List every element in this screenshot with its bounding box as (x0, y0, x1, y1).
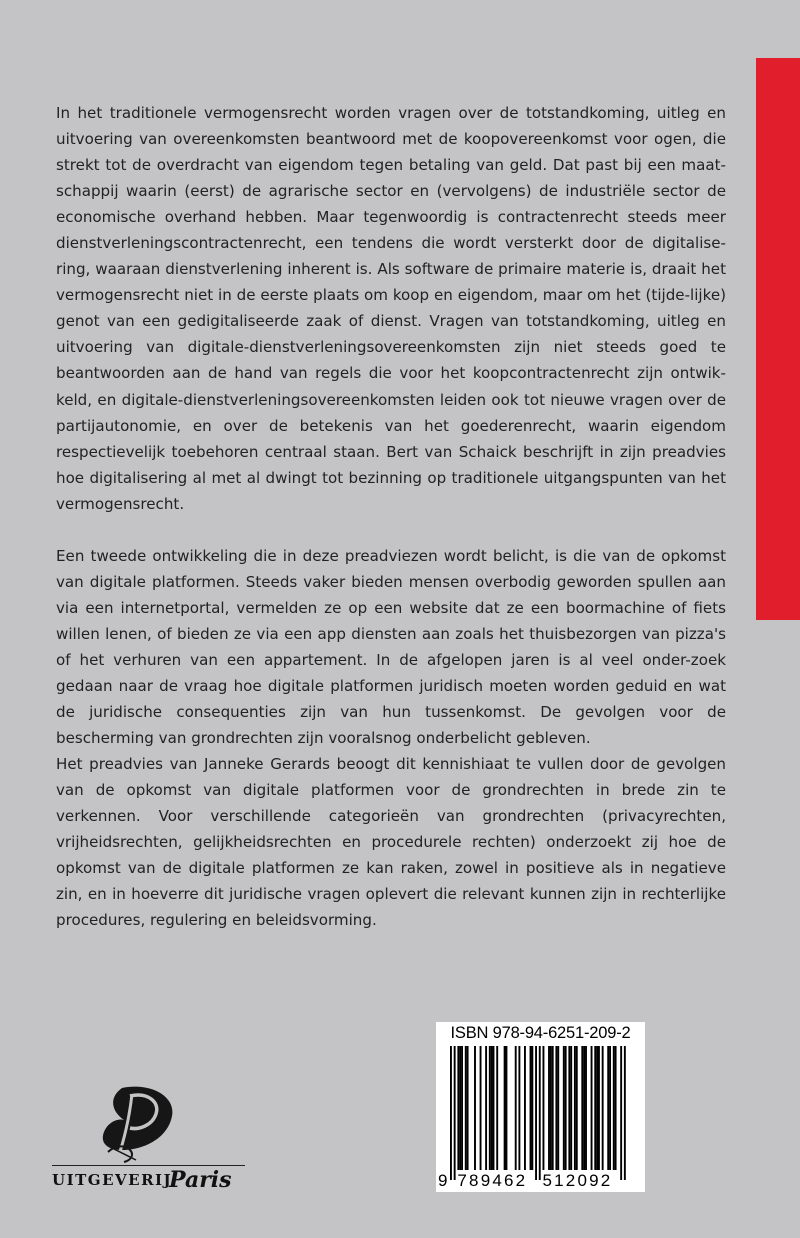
barcode-bar (474, 1046, 476, 1170)
barcode-bar (531, 1046, 533, 1170)
paragraph-3: Het preadvies van Janneke Gerards beoogt dit kennishiaat te vullen door de gevolgen van de opkomst van digitale platformen voor de grondrechten in brede zin te verkennen. Voor verschillende categorieën van grondrechten (privacyrechten, vrijheidsrechten, gelijkheidsrechten en procedurele rechten) onderzoekt zij hoe de opkomst van de digitale platformen ze kan raken, zowel in positieve als in negatieve zin, en in hoeverre dit juridische vragen oplevert die relevant kunnen zijn in rechterlijke procedures, regulering en beleidsvorming. (56, 755, 726, 930)
barcode-bar (552, 1046, 554, 1170)
barcode-bar (609, 1046, 611, 1170)
publisher-prefix: UITGEVERIJ (52, 1171, 173, 1189)
barcode-bar (555, 1046, 557, 1170)
barcode-bar (576, 1046, 578, 1170)
barcode-bar (459, 1046, 461, 1170)
barcode-bar (585, 1046, 587, 1170)
publisher-name: Paris (169, 1167, 232, 1193)
barcode-bar (594, 1046, 596, 1170)
barcode-bar (491, 1046, 493, 1170)
red-accent-strip (756, 58, 800, 620)
barcode-bar (565, 1046, 567, 1170)
barcode-bar (598, 1046, 600, 1170)
barcode-bar (568, 1046, 570, 1170)
barcode-bar (485, 1046, 487, 1170)
barcode-bar (563, 1046, 565, 1170)
barcode-bar (557, 1046, 559, 1170)
barcode-bar (465, 1046, 467, 1170)
barcode-bar (613, 1046, 615, 1170)
barcode-bar (548, 1046, 550, 1170)
barcode-bar (624, 1046, 626, 1180)
barcode-bar (581, 1046, 583, 1170)
barcode-bar (504, 1046, 506, 1170)
isbn-label: ISBN 978-94-6251-209-2 (450, 1024, 631, 1042)
barcode-bar (493, 1046, 495, 1170)
barcode-bar (480, 1046, 482, 1170)
barcode-bar (530, 1046, 532, 1170)
barcode-bar (454, 1046, 456, 1180)
logo-divider (52, 1165, 245, 1166)
barcode-digits-right: 512092 (542, 1171, 613, 1190)
barcode-bar (524, 1046, 526, 1170)
barcode-bar (615, 1046, 617, 1170)
barcode-bar (535, 1046, 537, 1180)
paris-p-emblem-icon (52, 1082, 202, 1164)
barcode-bar (450, 1046, 452, 1180)
barcode-bar (607, 1046, 609, 1170)
barcode-bar (596, 1046, 598, 1170)
barcode-bar (518, 1046, 520, 1170)
barcode-bar (602, 1046, 604, 1170)
barcode-bar (570, 1046, 572, 1170)
barcode-bar (574, 1046, 576, 1170)
barcode-bar (591, 1046, 593, 1170)
paragraph-2: Een tweede ontwikkeling die in deze preadviezen wordt belicht, is die van de opkomst van digitale platformen. Steeds vaker bieden mensen overbodig geworden spullen aan via een internetportal, vermelden ze op een website dat ze een boormachine of fiets willen lenen, of bieden ze via een app diensten aan zoals het thuisbezorgen van pizza's of het verhuren van een appartement. In de afgelopen jaren is al veel onder-zoek gedaan naar de vraag hoe digitale platformen juridisch moeten worden geduid en wat de juridische consequenties zijn van hun tussenkomst. De gevolgen voor de bescherming van grondrechten zijn vooralsnog onderbelicht gebleven. (56, 546, 726, 748)
barcode-bar (496, 1046, 498, 1170)
publisher-logo (52, 1082, 247, 1208)
barcode-bar (583, 1046, 585, 1170)
barcode-bar (467, 1046, 469, 1170)
barcode-bar (489, 1046, 491, 1170)
barcode-bar (550, 1046, 552, 1170)
isbn-barcode (436, 1022, 645, 1192)
barcode-bars (436, 1022, 645, 1192)
barcode-bar (461, 1046, 463, 1170)
barcode-bar (506, 1046, 508, 1170)
barcode-bar (515, 1046, 517, 1170)
paragraph-1: In het traditionele vermogensrecht worden vragen over de totstandkoming, uitleg en uitvoering van overeenkomsten beantwoord met de koopovereenkomst voor ogen, die strekt tot de overdracht van eigendom tegen betaling van geld. Dat past bij een maat-schappij waarin (eerst) de agrarische sector en (vervolgens) de industriële sector de economische overhand hebben. Maar tegenwoordig is contractenrecht steeds meer dienstverleningscontractenrecht, een tendens die wordt versterkt door de digitalise-ring, waaraan dienstverlening inherent is. Als software de primaire materie is, draait het vermogensrecht niet in de eerste plaats om koop en eigendom, maar om het (tijde-lijke) genot van een gedigitaliseerde zaak of dienst. Vragen van totstandkoming, uitleg en uitvoering van digitale-dienstverleningsovereenkomsten zijn niet steeds goed te beantwoorden aan de hand van regels die voor het koopcontractenrecht zijn ontwik-keld, en digitale-dienstverleningsovereenkomsten leiden ook tot nieuwe vragen over de partijautonomie, en over de betekenis van het goederenrecht, waarin eigendom respectievelijk toebehoren centraal staan. Bert van Schaick beschrijft in zijn preadvies hoe digitalisering al met al dwingt tot bezinning op traditionele uitgangspunten van het vermogensrecht. (56, 104, 726, 513)
barcode-bar (543, 1046, 545, 1170)
barcode-bar (620, 1046, 622, 1180)
barcode-bar (539, 1046, 541, 1180)
barcode-digit-first: 9 (438, 1171, 450, 1190)
back-cover-text (56, 100, 726, 933)
barcode-digits-left: 789462 (457, 1171, 528, 1190)
barcode-bar (457, 1046, 459, 1170)
